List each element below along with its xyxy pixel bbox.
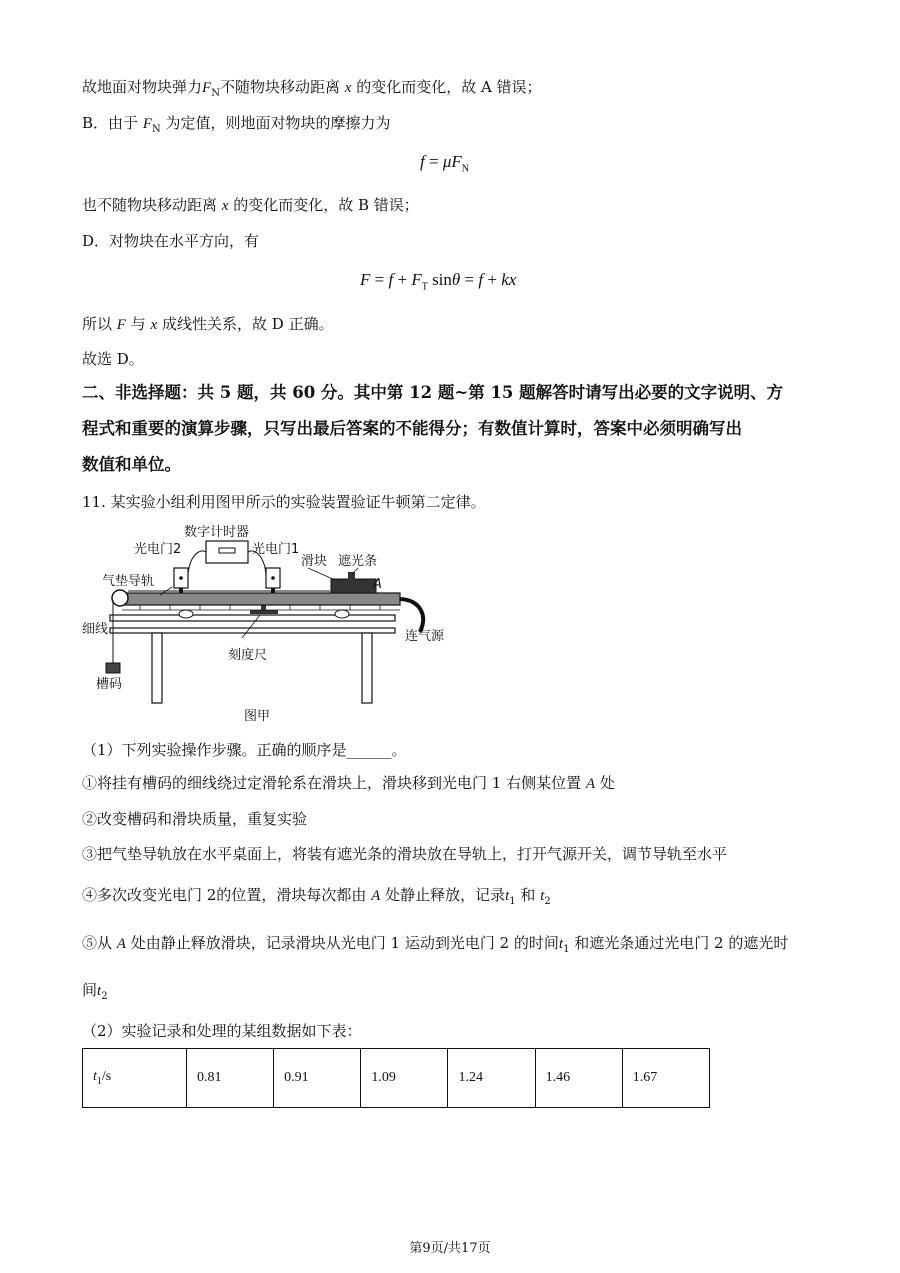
question-11-stem: 11. 某实验小组利用图甲所示的实验装置验证牛顿第二定律。	[82, 493, 486, 511]
symbol-F: F	[142, 116, 152, 132]
text: 成线性关系，故 D 正确。	[162, 315, 334, 333]
label-strip: 遮光条	[338, 554, 378, 569]
data-table	[82, 1048, 710, 1108]
section-heading-line-2: 程式和重要的演算步骤，只写出最后答案的不能得分；有数值计算时，答案中必须明确写出	[82, 419, 742, 438]
text-line-6	[82, 349, 144, 369]
label-ruler: 刻度尺	[228, 648, 268, 663]
text-line-5	[82, 314, 334, 335]
label-string: 细线	[82, 622, 109, 637]
text: 与	[130, 315, 146, 333]
symbol-x: x	[221, 198, 229, 214]
section-heading-line-3: 数值和单位。	[82, 455, 181, 474]
step-2: ②改变槽码和滑块质量，重复实验	[82, 810, 308, 828]
subscript: N	[211, 88, 220, 99]
subscript: N	[151, 124, 161, 135]
apparatus-diagram	[80, 520, 460, 730]
symbol-x: x	[150, 317, 158, 333]
text: 所以	[82, 315, 113, 333]
label-slider: 滑块	[301, 554, 328, 569]
step-1: ①将挂有槽码的细线绕过定滑轮系在滑块上，滑块移到光电门 1 右侧某位置 A 处	[82, 774, 615, 792]
table-header-cell: $t_1/s$	[83, 1049, 187, 1108]
table-cell: 1.09	[361, 1049, 448, 1108]
symbol-x: x	[344, 80, 352, 96]
symbol-F: F	[116, 317, 126, 333]
table-cell: 1.67	[622, 1049, 709, 1108]
text: 不随物块移动距离	[219, 78, 340, 96]
text: 也不随物块移动距离	[82, 196, 218, 214]
question-part-2: （2）实验记录和处理的某组数据如下表：	[82, 1022, 362, 1040]
text: 故选 D。	[82, 350, 144, 368]
text-line-4	[82, 231, 259, 251]
text: 故地面对物块弹力	[82, 78, 203, 96]
text: D．对物块在水平方向，有	[82, 232, 260, 250]
table-row	[83, 1049, 710, 1108]
text: B．由于	[82, 114, 139, 132]
figure-apparatus	[80, 520, 460, 730]
label-timer: 数字计时器	[184, 525, 250, 540]
equation-force: $F = f + F_T$ sinθ = f + kx	[360, 270, 517, 293]
text-line-3	[82, 195, 419, 216]
step-4: ④多次改变光电门 2的位置，滑块每次都由 A 处静止释放，记录$t_1$ 和 $t_2$	[82, 886, 551, 907]
table-cell: 1.46	[535, 1049, 622, 1108]
label-weight: 槽码	[96, 677, 123, 692]
text: 为定值，则地面对物块的摩擦力为	[165, 114, 391, 132]
table-cell: 0.81	[187, 1049, 274, 1108]
label-track: 气垫导轨	[102, 574, 155, 589]
table-cell: 0.91	[274, 1049, 361, 1108]
label-gate-2: 光电门2	[134, 542, 182, 557]
label-gate-1: 光电门1	[252, 542, 300, 557]
table-cell: 1.24	[448, 1049, 535, 1108]
text-line-1	[82, 77, 542, 104]
page-footer: 第9页/共17页	[409, 1241, 491, 1256]
step-5-continued: 间$t_2$	[82, 981, 108, 1002]
question-part-1: （1）下列实验操作步骤。正确的顺序是______。	[82, 741, 407, 759]
text: 的变化而变化，故 B 错误；	[233, 196, 419, 214]
text: 的变化而变化，故 A 错误；	[356, 78, 542, 96]
text-line-2	[82, 113, 391, 140]
label-air-source: 连气源	[405, 629, 445, 644]
step-3: ③把气垫导轨放在水平桌面上，将装有遮光条的滑块放在导轨上，打开气源开关，调节导轨至水平	[82, 845, 728, 863]
step-5: ⑤从 A 处由静止释放滑块，记录滑块从光电门 1 运动到光电门 2 的时间$t_1$ 和遮光条通过光电门 2 的遮光时	[82, 934, 789, 955]
figure-caption: 图甲	[244, 709, 271, 724]
equation-friction: $f = \mu F_N$	[420, 152, 469, 175]
symbol-F: F	[202, 80, 212, 96]
section-heading-line-1: 二、非选择题：共 5 题，共 60 分。其中第 12 题~第 15 题解答时请写出必要的文字说明、方	[82, 383, 784, 402]
label-point-a: A	[373, 577, 382, 592]
